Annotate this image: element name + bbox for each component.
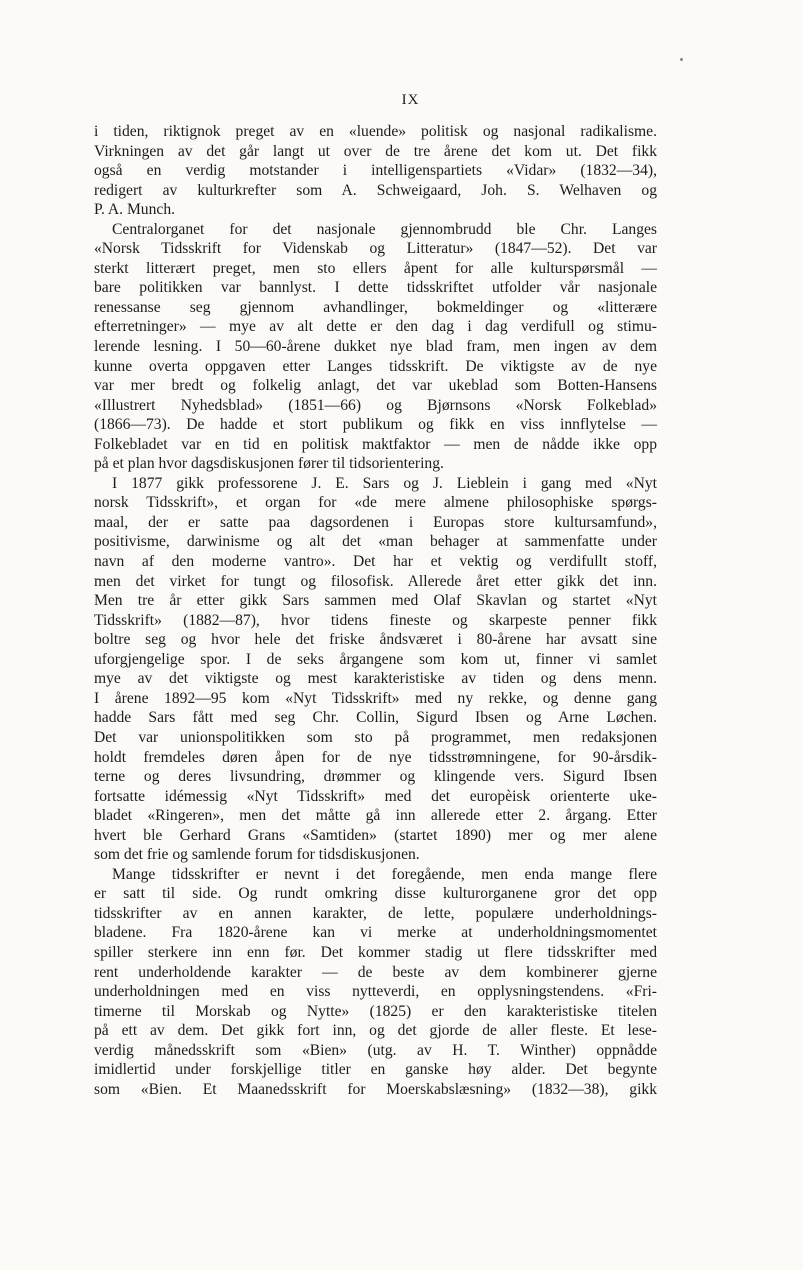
- text-line: Men tre år etter gikk Sars sammen med Olaf Skavlan og startet «Nyt: [94, 592, 657, 610]
- text-line: sterkt litterært preget, men sto ellers åpent for alle kulturspørsmål —: [94, 259, 657, 277]
- text-line: på ett av dem. Det gikk fort inn, og det gjorde de aller fleste. Et lese-: [94, 1022, 657, 1040]
- text-line: efterretninger» — mye av alt dette er den dag i dag verdifull og stimu-: [94, 318, 657, 336]
- text-line: kunne overta oppgaven etter Langes tidsskrift. De viktigste av de nye: [94, 357, 657, 375]
- text-line: i tiden, riktignok preget av en «luende» politisk og nasjonal radikalisme.: [94, 123, 657, 140]
- text-line: lerende lesning. I 50—60-årene dukket nye blad fram, men ingen av dem: [94, 338, 657, 356]
- scan-speck: [680, 58, 683, 61]
- text-line: fortsatte idémessig «Nyt Tidsskrift» med det europèisk orienterte uke-: [94, 787, 657, 805]
- text-line: underholdningen med en viss nytteverdi, en opplysningstendens. «Fri-: [94, 983, 657, 1001]
- text-line: Folkebladet var en tid en politisk maktfaktor — men de nådde ikke opp: [94, 435, 657, 453]
- page-number: IX: [401, 92, 420, 108]
- text-line: «Norsk Tidsskrift for Videnskab og Litteratur» (1847—52). Det var: [94, 240, 657, 258]
- text-line: imidlertid under forskjellige titler en ganske høy alder. Det begynte: [94, 1061, 657, 1079]
- text-line: rent underholdende karakter — de beste av dem kombinerer gjerne: [94, 963, 657, 981]
- text-line: Tidsskrift» (1882—87), hvor tidens fineste og skarpeste penner fikk: [94, 611, 657, 629]
- text-line: bare politikken var bannlyst. I dette tidsskriftet utfolder vår nasjonale: [94, 279, 657, 297]
- text-line: I årene 1892—95 kom «Nyt Tidsskrift» med ny rekke, og denne gang: [94, 689, 657, 707]
- text-line: bladet «Ringeren», men det måtte gå inn allerede etter 2. årgang. Etter: [94, 807, 657, 825]
- text-line: P. A. Munch.: [94, 201, 176, 219]
- text-line: maal, der er satte paa dagsordenen i Europas store kultursamfund»,: [94, 513, 657, 531]
- text-line: er satt til side. Og rundt omkring disse kulturorganene gror det opp: [94, 885, 657, 903]
- text-line: spiller sterkere inn enn før. Det kommer stadig ut flere tidsskrifter med: [94, 943, 657, 961]
- text-line: uforgjengelige spor. I de seks årgangene som kom ut, finner vi samlet: [94, 650, 657, 668]
- text-line: redigert av kulturkrefter som A. Schweigaard, Joh. S. Welhaven og: [94, 181, 657, 199]
- text-line: på et plan hvor dagsdiskusjonen fører til tidsorientering.: [94, 455, 444, 473]
- text-line: hvert ble Gerhard Grans «Samtiden» (startet 1890) mer og mer alene: [94, 826, 657, 844]
- text-line: timerne til Morskab og Nytte» (1825) er den karakteristiske titelen: [94, 1002, 657, 1020]
- text-line: Mange tidsskrifter er nevnt i det foregående, men enda mange flere: [112, 865, 657, 883]
- text-line: terne og deres livsundring, drømmer og klingende vers. Sigurd Ibsen: [94, 768, 657, 786]
- text-line: navn af den moderne vantro». Det har et vektig og verdifullt stoff,: [94, 553, 657, 571]
- text-line: holdt fremdeles døren åpen for de nye tidsstrømningene, for 90-årsdik-: [94, 748, 657, 766]
- text-line: hadde Sars fått med seg Chr. Collin, Sigurd Ibsen og Arne Løchen.: [94, 709, 657, 727]
- text-line: renessanse seg gjennom avhandlinger, bokmeldinger og «litterære: [94, 298, 657, 316]
- text-line: (1866—73). De hadde et stort publikum og fikk en viss innflytelse —: [94, 416, 657, 434]
- text-line: mye av det viktigste og mest karakteristiske av tiden og dens menn.: [94, 670, 657, 688]
- text-line: som det frie og samlende forum for tidsdiskusjonen.: [94, 846, 420, 864]
- text-line: I 1877 gikk professorene J. E. Sars og J. Lieblein i gang med «Nyt: [112, 474, 657, 492]
- body-text: [94, 122, 657, 1099]
- text-line: «Illustrert Nyhedsblad» (1851—66) og Bjørnsons «Norsk Folkeblad»: [94, 396, 657, 414]
- text-line: bladene. Fra 1820-årene kan vi merke at underholdningsmomentet: [94, 924, 657, 942]
- text-line: boltre seg og hvor hele det friske åndsværet i 80-årene har avsatt sine: [94, 631, 657, 649]
- text-line: verdig månedsskrift som «Bien» (utg. av H. T. Winther) oppnådde: [94, 1041, 657, 1059]
- text-line: Virkningen av det går langt ut over de tre årene det kom ut. Det fikk: [94, 142, 657, 160]
- text-line: positivisme, darwinisme og alt det «man behager at sammenfatte under: [94, 533, 657, 551]
- text-line: Det var unionspolitikken som sto på programmet, men redaksjonen: [94, 728, 657, 746]
- text-line: norsk Tidsskrift», et organ for «de mere almene philosophiske spørgs-: [94, 494, 657, 512]
- text-line: tidsskrifter av en annen karakter, de lette, populære underholdnings-: [94, 904, 657, 922]
- text-line: Centralorganet for det nasjonale gjennombrudd ble Chr. Langes: [112, 220, 657, 238]
- text-line: som «Bien. Et Maanedsskrift for Moerskabslæsning» (1832—38), gikk: [94, 1080, 657, 1098]
- text-line: men det virket for tungt og filosofisk. Allerede året etter gikk det inn.: [94, 572, 657, 590]
- text-line: var mer bredt og folkelig anlagt, det var ukeblad som Botten-Hansens: [94, 377, 657, 395]
- text-line: også en verdig motstander i intelligenspartiets «Vidar» (1832—34),: [94, 162, 657, 180]
